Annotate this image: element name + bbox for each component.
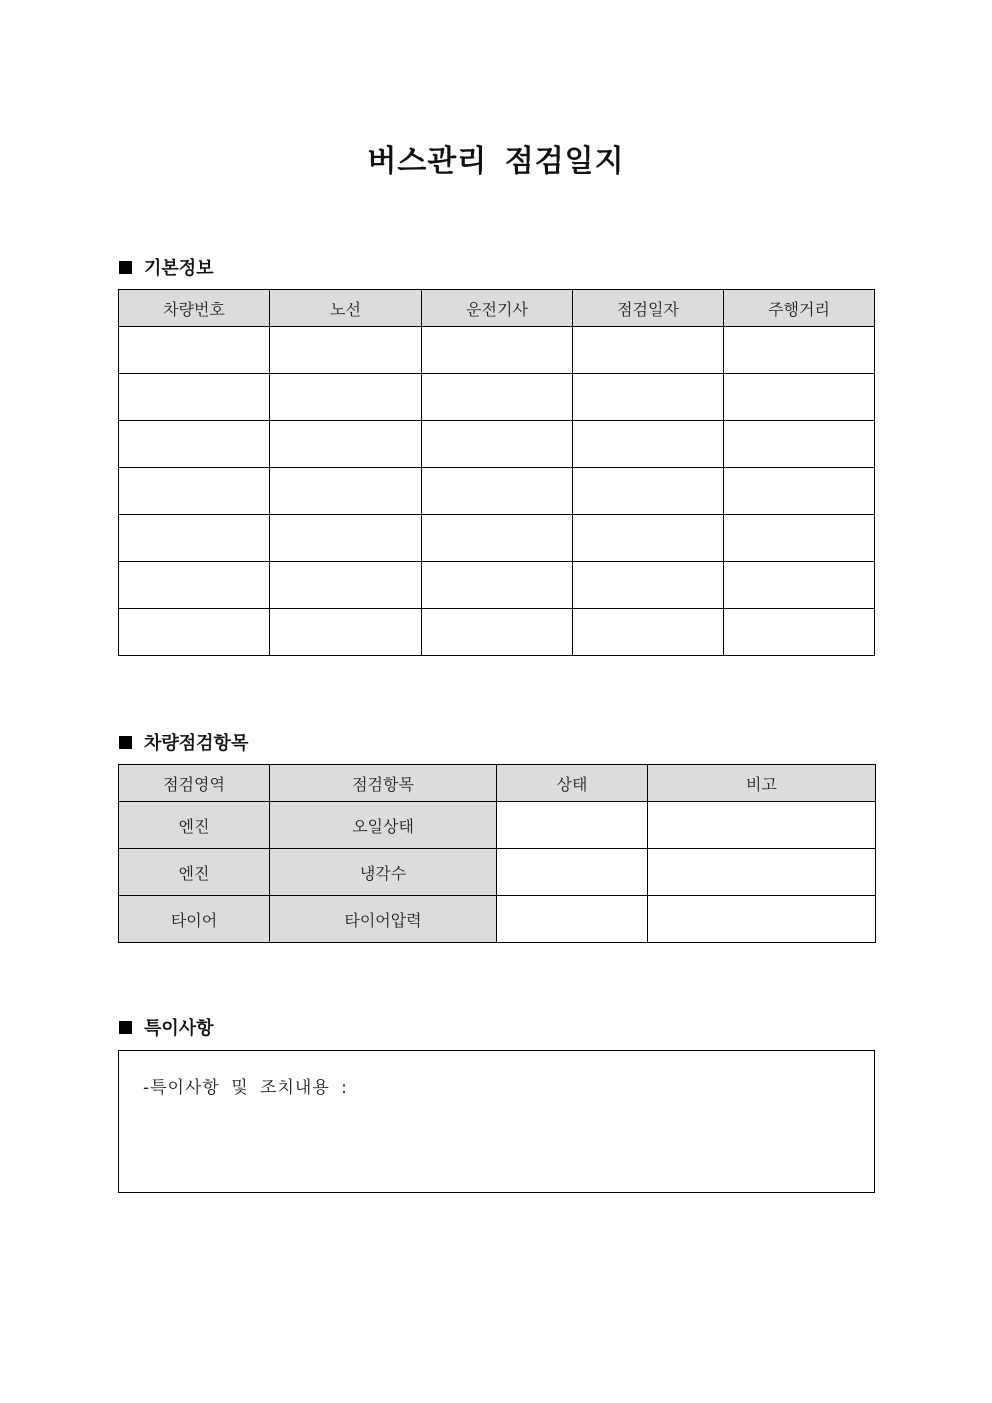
column-header-status: 상태 xyxy=(497,765,648,802)
remarks-box[interactable] xyxy=(118,1050,875,1193)
table-cell[interactable] xyxy=(724,609,875,656)
table-cell[interactable] xyxy=(422,374,573,421)
table-row xyxy=(119,421,875,468)
column-header-item: 점검항목 xyxy=(270,765,497,802)
table-row xyxy=(119,609,875,656)
table-row xyxy=(119,374,875,421)
section-heading-inspection xyxy=(119,729,248,755)
table-cell[interactable] xyxy=(119,515,270,562)
column-header-driver: 운전기사 xyxy=(422,290,573,327)
table-cell[interactable] xyxy=(724,421,875,468)
item-cell: 오일상태 xyxy=(270,802,497,849)
table-cell[interactable] xyxy=(724,327,875,374)
table-cell[interactable] xyxy=(573,374,724,421)
table-cell[interactable] xyxy=(270,609,422,656)
table-cell[interactable] xyxy=(573,609,724,656)
table-row xyxy=(119,327,875,374)
column-header-note: 비고 xyxy=(648,765,876,802)
section-heading-label: 차량점검항목 xyxy=(144,733,249,754)
section-heading-basic-info xyxy=(119,254,214,280)
table-cell[interactable] xyxy=(119,421,270,468)
table-cell[interactable] xyxy=(422,327,573,374)
page-title: 버스관리 점검일지 xyxy=(367,144,625,179)
section-heading-label: 특이사항 xyxy=(144,1018,214,1039)
item-cell: 냉각수 xyxy=(270,849,497,896)
table-cell[interactable] xyxy=(119,609,270,656)
area-cell: 엔진 xyxy=(119,802,270,849)
note-cell[interactable] xyxy=(648,896,876,943)
table-cell[interactable] xyxy=(422,515,573,562)
table-row xyxy=(119,802,876,849)
remarks-label: -특이사항 및 조치내용 : xyxy=(143,1078,348,1098)
table-cell[interactable] xyxy=(422,468,573,515)
table-cell[interactable] xyxy=(422,421,573,468)
table-cell[interactable] xyxy=(270,421,422,468)
table-header-row xyxy=(119,290,875,327)
table-header-row xyxy=(119,765,876,802)
section-heading-label: 기본정보 xyxy=(144,258,214,279)
column-header-vehicle-number: 차량번호 xyxy=(119,290,270,327)
section-heading-remarks xyxy=(119,1014,214,1040)
area-cell: 엔진 xyxy=(119,849,270,896)
table-cell[interactable] xyxy=(573,515,724,562)
table-cell[interactable] xyxy=(724,468,875,515)
table-cell[interactable] xyxy=(270,327,422,374)
square-bullet-icon xyxy=(119,736,132,749)
table-cell[interactable] xyxy=(422,609,573,656)
status-cell[interactable] xyxy=(497,802,648,849)
basic-info-table xyxy=(118,289,875,656)
table-cell[interactable] xyxy=(270,374,422,421)
table-cell[interactable] xyxy=(573,421,724,468)
area-cell: 타이어 xyxy=(119,896,270,943)
note-cell[interactable] xyxy=(648,802,876,849)
table-cell[interactable] xyxy=(724,374,875,421)
table-row xyxy=(119,849,876,896)
table-cell[interactable] xyxy=(119,562,270,609)
table-cell[interactable] xyxy=(119,327,270,374)
inspection-table xyxy=(118,764,876,943)
table-row xyxy=(119,468,875,515)
table-cell[interactable] xyxy=(270,515,422,562)
table-cell[interactable] xyxy=(270,468,422,515)
table-cell[interactable] xyxy=(270,562,422,609)
square-bullet-icon xyxy=(119,1021,132,1034)
column-header-route: 노선 xyxy=(270,290,422,327)
table-cell[interactable] xyxy=(119,374,270,421)
table-cell[interactable] xyxy=(724,515,875,562)
table-cell[interactable] xyxy=(119,468,270,515)
note-cell[interactable] xyxy=(648,849,876,896)
status-cell[interactable] xyxy=(497,849,648,896)
table-cell[interactable] xyxy=(573,468,724,515)
column-header-area: 점검영역 xyxy=(119,765,270,802)
table-row xyxy=(119,515,875,562)
table-cell[interactable] xyxy=(573,327,724,374)
column-header-mileage: 주행거리 xyxy=(724,290,875,327)
table-cell[interactable] xyxy=(573,562,724,609)
table-cell[interactable] xyxy=(724,562,875,609)
square-bullet-icon xyxy=(119,261,132,274)
table-cell[interactable] xyxy=(422,562,573,609)
table-row xyxy=(119,896,876,943)
table-row xyxy=(119,562,875,609)
column-header-inspection-date: 점검일자 xyxy=(573,290,724,327)
status-cell[interactable] xyxy=(497,896,648,943)
item-cell: 타이어압력 xyxy=(270,896,497,943)
